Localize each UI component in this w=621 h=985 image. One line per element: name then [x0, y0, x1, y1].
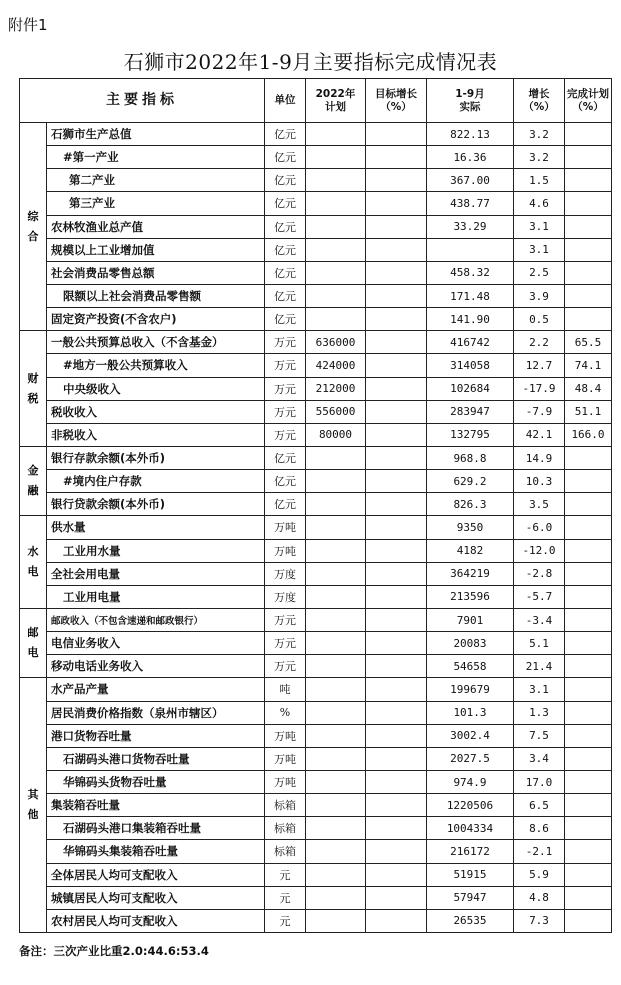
target-growth-cell: [366, 261, 427, 284]
indicator-name: 社会消费品零售总额: [47, 261, 265, 284]
target-growth-cell: [366, 215, 427, 238]
unit-cell: 亿元: [265, 192, 306, 215]
growth-cell: -2.1: [514, 840, 565, 863]
table-row: [20, 354, 612, 377]
target-growth-cell: [366, 724, 427, 747]
actual-cell: 26535: [427, 909, 514, 932]
target-growth-cell: [366, 123, 427, 146]
growth-cell: 5.1: [514, 632, 565, 655]
attachment-label: 附件1: [8, 16, 48, 34]
completion-cell: [565, 840, 612, 863]
indicator-name: 银行贷款余额(本外币): [47, 493, 265, 516]
unit-cell: 吨: [265, 678, 306, 701]
unit-cell: 万元: [265, 400, 306, 423]
completion-cell: [565, 863, 612, 886]
completion-cell: [565, 585, 612, 608]
growth-cell: -17.9: [514, 377, 565, 400]
completion-cell: [565, 516, 612, 539]
table-body: [20, 123, 612, 933]
table-row: [20, 146, 612, 169]
target-growth-cell: [366, 284, 427, 307]
unit-cell: 亿元: [265, 146, 306, 169]
actual-cell: 132795: [427, 423, 514, 446]
unit-cell: 亿元: [265, 308, 306, 331]
completion-cell: [565, 655, 612, 678]
growth-cell: 2.2: [514, 331, 565, 354]
plan-cell: [306, 817, 366, 840]
actual-cell: 367.00: [427, 169, 514, 192]
completion-cell: [565, 284, 612, 307]
actual-cell: 199679: [427, 678, 514, 701]
growth-cell: 42.1: [514, 423, 565, 446]
header-growth: 增长 （%）: [514, 79, 565, 123]
actual-cell: 974.9: [427, 770, 514, 793]
completion-cell: [565, 192, 612, 215]
target-growth-cell: [366, 470, 427, 493]
actual-cell: 283947: [427, 400, 514, 423]
table-row: [20, 400, 612, 423]
footnote: 备注：三次产业比重2.0:44.6:53.4: [19, 944, 209, 958]
target-growth-cell: [366, 817, 427, 840]
category-label: 财 税: [20, 331, 47, 447]
target-growth-cell: [366, 747, 427, 770]
unit-cell: %: [265, 701, 306, 724]
header-completion: 完成计划 （%）: [565, 79, 612, 123]
indicator-name: 华锦码头集装箱吞吐量: [47, 840, 265, 863]
target-growth-cell: [366, 354, 427, 377]
indicator-name: 第三产业: [47, 192, 265, 215]
unit-cell: 万元: [265, 608, 306, 631]
unit-cell: 标箱: [265, 817, 306, 840]
growth-cell: 21.4: [514, 655, 565, 678]
actual-cell: 213596: [427, 585, 514, 608]
plan-cell: [306, 123, 366, 146]
target-growth-cell: [366, 655, 427, 678]
completion-cell: [565, 632, 612, 655]
indicator-name: #地方一般公共预算收入: [47, 354, 265, 377]
header-actual: 1-9月 实际: [427, 79, 514, 123]
indicator-name: 石湖码头港口货物吞吐量: [47, 747, 265, 770]
actual-cell: 33.29: [427, 215, 514, 238]
unit-cell: 万吨: [265, 539, 306, 562]
indicator-name: 全社会用电量: [47, 562, 265, 585]
actual-cell: 314058: [427, 354, 514, 377]
target-growth-cell: [366, 192, 427, 215]
target-growth-cell: [366, 308, 427, 331]
table-row: [20, 308, 612, 331]
unit-cell: 标箱: [265, 840, 306, 863]
plan-cell: [306, 308, 366, 331]
actual-cell: 216172: [427, 840, 514, 863]
completion-cell: [565, 701, 612, 724]
growth-cell: 8.6: [514, 817, 565, 840]
target-growth-cell: [366, 701, 427, 724]
indicator-name: 工业用电量: [47, 585, 265, 608]
unit-cell: 万元: [265, 354, 306, 377]
page-title: 石狮市2022年1-9月主要指标完成情况表: [123, 50, 498, 74]
unit-cell: 万元: [265, 331, 306, 354]
actual-cell: 438.77: [427, 192, 514, 215]
target-growth-cell: [366, 238, 427, 261]
growth-cell: 14.9: [514, 446, 565, 469]
target-growth-cell: [366, 169, 427, 192]
unit-cell: 亿元: [265, 446, 306, 469]
growth-cell: 17.0: [514, 770, 565, 793]
table-row: [20, 840, 612, 863]
unit-cell: 亿元: [265, 284, 306, 307]
growth-cell: -2.8: [514, 562, 565, 585]
completion-cell: [565, 261, 612, 284]
unit-cell: 万吨: [265, 770, 306, 793]
completion-cell: 74.1: [565, 354, 612, 377]
growth-cell: 7.3: [514, 909, 565, 932]
growth-cell: 3.9: [514, 284, 565, 307]
growth-cell: 1.3: [514, 701, 565, 724]
completion-cell: [565, 493, 612, 516]
actual-cell: [427, 238, 514, 261]
category-label: 金 融: [20, 446, 47, 515]
actual-cell: 968.8: [427, 446, 514, 469]
actual-cell: 51915: [427, 863, 514, 886]
table-row: [20, 516, 612, 539]
completion-cell: [565, 169, 612, 192]
unit-cell: 亿元: [265, 470, 306, 493]
completion-cell: [565, 123, 612, 146]
indicator-name: 中央级收入: [47, 377, 265, 400]
completion-cell: [565, 238, 612, 261]
plan-cell: [306, 470, 366, 493]
actual-cell: 20083: [427, 632, 514, 655]
table-row: [20, 238, 612, 261]
target-growth-cell: [366, 770, 427, 793]
indicator-name: 工业用水量: [47, 539, 265, 562]
actual-cell: 102684: [427, 377, 514, 400]
completion-cell: 48.4: [565, 377, 612, 400]
completion-cell: [565, 817, 612, 840]
plan-cell: [306, 794, 366, 817]
indicator-name: 邮政收入（不包含速递和邮政银行）: [47, 608, 265, 631]
actual-cell: 629.2: [427, 470, 514, 493]
indicator-name: 限额以上社会消费品零售额: [47, 284, 265, 307]
indicator-name: 华锦码头货物吞吐量: [47, 770, 265, 793]
unit-cell: 亿元: [265, 215, 306, 238]
indicator-name: 银行存款余额(本外币): [47, 446, 265, 469]
table-row: [20, 377, 612, 400]
completion-cell: 51.1: [565, 400, 612, 423]
completion-cell: [565, 539, 612, 562]
target-growth-cell: [366, 608, 427, 631]
target-growth-cell: [366, 331, 427, 354]
plan-cell: 80000: [306, 423, 366, 446]
completion-cell: [565, 446, 612, 469]
table-row: [20, 608, 612, 631]
plan-cell: 636000: [306, 331, 366, 354]
plan-cell: [306, 516, 366, 539]
indicator-name: 电信业务收入: [47, 632, 265, 655]
completion-cell: [565, 794, 612, 817]
plan-cell: 556000: [306, 400, 366, 423]
table-row: [20, 446, 612, 469]
actual-cell: 3002.4: [427, 724, 514, 747]
indicator-name: 农林牧渔业总产值: [47, 215, 265, 238]
completion-cell: [565, 724, 612, 747]
unit-cell: 万元: [265, 655, 306, 678]
table-row: [20, 817, 612, 840]
indicator-name: #境内住户存款: [47, 470, 265, 493]
plan-cell: [306, 446, 366, 469]
completion-cell: [565, 215, 612, 238]
growth-cell: 7.5: [514, 724, 565, 747]
plan-cell: [306, 261, 366, 284]
target-growth-cell: [366, 516, 427, 539]
unit-cell: 万元: [265, 423, 306, 446]
growth-cell: -3.4: [514, 608, 565, 631]
growth-cell: 4.8: [514, 886, 565, 909]
completion-cell: 166.0: [565, 423, 612, 446]
plan-cell: [306, 146, 366, 169]
target-growth-cell: [366, 539, 427, 562]
table-row: [20, 724, 612, 747]
table-row: [20, 493, 612, 516]
growth-cell: -12.0: [514, 539, 565, 562]
plan-cell: [306, 632, 366, 655]
growth-cell: 3.1: [514, 215, 565, 238]
actual-cell: 101.3: [427, 701, 514, 724]
actual-cell: 416742: [427, 331, 514, 354]
unit-cell: 元: [265, 863, 306, 886]
unit-cell: 万度: [265, 585, 306, 608]
growth-cell: -6.0: [514, 516, 565, 539]
growth-cell: 0.5: [514, 308, 565, 331]
target-growth-cell: [366, 493, 427, 516]
plan-cell: [306, 608, 366, 631]
plan-cell: [306, 747, 366, 770]
plan-cell: 212000: [306, 377, 366, 400]
unit-cell: 万吨: [265, 516, 306, 539]
growth-cell: 2.5: [514, 261, 565, 284]
indicator-name: 供水量: [47, 516, 265, 539]
target-growth-cell: [366, 423, 427, 446]
target-growth-cell: [366, 446, 427, 469]
category-label: 综 合: [20, 123, 47, 331]
actual-cell: 822.13: [427, 123, 514, 146]
category-label: 水 电: [20, 516, 47, 609]
target-growth-cell: [366, 377, 427, 400]
growth-cell: 1.5: [514, 169, 565, 192]
actual-cell: 458.32: [427, 261, 514, 284]
indicator-name: 第二产业: [47, 169, 265, 192]
unit-cell: 元: [265, 909, 306, 932]
plan-cell: [306, 192, 366, 215]
indicator-name: 水产品产量: [47, 678, 265, 701]
actual-cell: 16.36: [427, 146, 514, 169]
table-row: [20, 747, 612, 770]
growth-cell: -7.9: [514, 400, 565, 423]
target-growth-cell: [366, 400, 427, 423]
target-growth-cell: [366, 794, 427, 817]
completion-cell: [565, 770, 612, 793]
plan-cell: [306, 585, 366, 608]
table-row: [20, 655, 612, 678]
indicator-name: 非税收入: [47, 423, 265, 446]
target-growth-cell: [366, 562, 427, 585]
plan-cell: [306, 909, 366, 932]
plan-cell: [306, 724, 366, 747]
actual-cell: 141.90: [427, 308, 514, 331]
table-row: [20, 261, 612, 284]
growth-cell: 10.3: [514, 470, 565, 493]
plan-cell: [306, 655, 366, 678]
actual-cell: 364219: [427, 562, 514, 585]
table-row: [20, 192, 612, 215]
actual-cell: 9350: [427, 516, 514, 539]
unit-cell: 万度: [265, 562, 306, 585]
indicator-name: 规模以上工业增加值: [47, 238, 265, 261]
plan-cell: [306, 886, 366, 909]
unit-cell: 元: [265, 886, 306, 909]
completion-cell: [565, 146, 612, 169]
actual-cell: 826.3: [427, 493, 514, 516]
unit-cell: 亿元: [265, 493, 306, 516]
completion-cell: [565, 608, 612, 631]
growth-cell: 3.5: [514, 493, 565, 516]
growth-cell: 12.7: [514, 354, 565, 377]
header-plan: 2022年 计划: [306, 79, 366, 123]
table-row: [20, 585, 612, 608]
completion-cell: [565, 909, 612, 932]
table-row: [20, 215, 612, 238]
header-unit: 单位: [265, 79, 306, 123]
indicator-name: 集装箱吞吐量: [47, 794, 265, 817]
table-row: [20, 169, 612, 192]
plan-cell: [306, 215, 366, 238]
unit-cell: 亿元: [265, 123, 306, 146]
actual-cell: 4182: [427, 539, 514, 562]
growth-cell: 3.1: [514, 238, 565, 261]
completion-cell: [565, 308, 612, 331]
indicator-name: 税收收入: [47, 400, 265, 423]
indicator-name: 农村居民人均可支配收入: [47, 909, 265, 932]
growth-cell: 3.1: [514, 678, 565, 701]
completion-cell: [565, 562, 612, 585]
unit-cell: 亿元: [265, 238, 306, 261]
completion-cell: [565, 470, 612, 493]
plan-cell: [306, 840, 366, 863]
actual-cell: 171.48: [427, 284, 514, 307]
plan-cell: [306, 493, 366, 516]
indicator-table: [19, 78, 612, 933]
indicator-name: 移动电话业务收入: [47, 655, 265, 678]
unit-cell: 标箱: [265, 794, 306, 817]
completion-cell: 65.5: [565, 331, 612, 354]
actual-cell: 7901: [427, 608, 514, 631]
growth-cell: 3.2: [514, 146, 565, 169]
category-label: 邮 电: [20, 608, 47, 677]
indicator-name: 居民消费价格指数（泉州市辖区）: [47, 701, 265, 724]
target-growth-cell: [366, 146, 427, 169]
indicator-name: 一般公共预算总收入（不含基金）: [47, 331, 265, 354]
indicator-name: #第一产业: [47, 146, 265, 169]
indicator-name: 全体居民人均可支配收入: [47, 863, 265, 886]
indicator-name: 城镇居民人均可支配收入: [47, 886, 265, 909]
unit-cell: 万吨: [265, 724, 306, 747]
growth-cell: 5.9: [514, 863, 565, 886]
plan-cell: [306, 701, 366, 724]
indicator-name: 港口货物吞吐量: [47, 724, 265, 747]
table-row: [20, 423, 612, 446]
actual-cell: 54658: [427, 655, 514, 678]
header-row: [20, 79, 612, 123]
table-row: [20, 539, 612, 562]
plan-cell: [306, 284, 366, 307]
table-row: [20, 886, 612, 909]
table-row: [20, 123, 612, 146]
growth-cell: 6.5: [514, 794, 565, 817]
table-row: [20, 562, 612, 585]
plan-cell: [306, 863, 366, 886]
completion-cell: [565, 886, 612, 909]
plan-cell: [306, 238, 366, 261]
growth-cell: 3.4: [514, 747, 565, 770]
table-row: [20, 331, 612, 354]
target-growth-cell: [366, 678, 427, 701]
actual-cell: 1220506: [427, 794, 514, 817]
plan-cell: 424000: [306, 354, 366, 377]
header-indicator: 主要指标: [20, 79, 265, 123]
plan-cell: [306, 770, 366, 793]
header-target-growth: 目标增长 （%）: [366, 79, 427, 123]
target-growth-cell: [366, 632, 427, 655]
actual-cell: 1004334: [427, 817, 514, 840]
growth-cell: 4.6: [514, 192, 565, 215]
target-growth-cell: [366, 909, 427, 932]
table-row: [20, 284, 612, 307]
target-growth-cell: [366, 585, 427, 608]
target-growth-cell: [366, 886, 427, 909]
unit-cell: 万吨: [265, 747, 306, 770]
unit-cell: 万元: [265, 632, 306, 655]
plan-cell: [306, 678, 366, 701]
indicator-name: 石湖码头港口集装箱吞吐量: [47, 817, 265, 840]
completion-cell: [565, 747, 612, 770]
table-row: [20, 909, 612, 932]
target-growth-cell: [366, 840, 427, 863]
target-growth-cell: [366, 863, 427, 886]
table-row: [20, 701, 612, 724]
plan-cell: [306, 539, 366, 562]
table-row: [20, 863, 612, 886]
unit-cell: 亿元: [265, 169, 306, 192]
plan-cell: [306, 169, 366, 192]
table-row: [20, 632, 612, 655]
growth-cell: 3.2: [514, 123, 565, 146]
completion-cell: [565, 678, 612, 701]
category-label: 其 他: [20, 678, 47, 933]
plan-cell: [306, 562, 366, 585]
actual-cell: 57947: [427, 886, 514, 909]
table-row: [20, 794, 612, 817]
indicator-name: 石狮市生产总值: [47, 123, 265, 146]
actual-cell: 2027.5: [427, 747, 514, 770]
unit-cell: 亿元: [265, 261, 306, 284]
table-row: [20, 470, 612, 493]
growth-cell: -5.7: [514, 585, 565, 608]
table-row: [20, 770, 612, 793]
table-row: [20, 678, 612, 701]
indicator-name: 固定资产投资(不含农户): [47, 308, 265, 331]
unit-cell: 万元: [265, 377, 306, 400]
